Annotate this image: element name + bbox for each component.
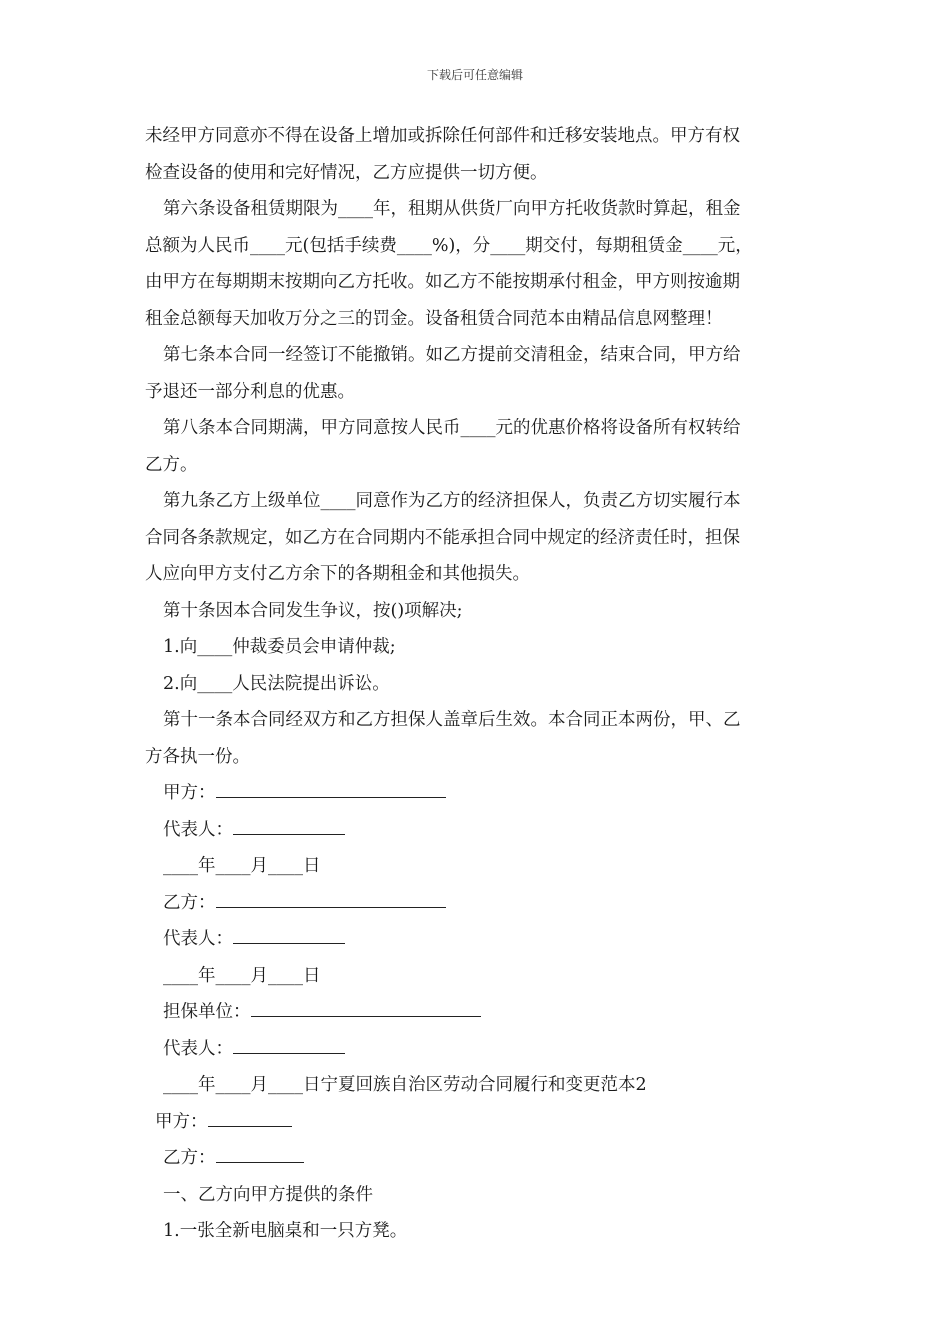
text-line: 由甲方在每期期末按期向乙方托收。如乙方不能按期承付租金，甲方则按逾期	[145, 272, 740, 292]
article-6: 第六条设备租赁期限为____年，租期从供货厂向甲方托收货款时算起，租金	[163, 199, 741, 219]
party-a-blank	[208, 1110, 292, 1127]
guarantor-label: 担保单位：	[163, 1002, 251, 1022]
list-item: 1.一张全新电脑桌和一只方凳。	[163, 1221, 408, 1241]
representative-blank	[233, 1037, 345, 1054]
representative-label: 代表人：	[163, 819, 233, 840]
text-line: 总额为人民币____元(包括手续费____%)，分____期交付，每期租赁金____元，	[145, 235, 753, 256]
text-line: 人应向甲方支付乙方余下的各期租金和其他损失。	[145, 564, 530, 584]
guarantor-blank	[251, 1000, 481, 1017]
party-b-blank	[216, 1146, 304, 1163]
option-2: 2.向____人民法院提出诉讼。	[163, 673, 390, 694]
party-b-signature	[145, 885, 810, 922]
text-line: 未经甲方同意亦不得在设备上增加或拆除任何部件和迁移安装地点。甲方有权	[145, 126, 740, 146]
representative-blank	[233, 818, 345, 835]
text-line: 合同各条款规定，如乙方在合同期内不能承担合同中规定的经济责任时，担保	[145, 527, 740, 548]
date-line: ____年____月____日	[163, 965, 321, 986]
representative-signature	[145, 812, 810, 849]
representative-blank	[233, 927, 345, 944]
party-a-line	[145, 1104, 810, 1141]
article-11: 第十一条本合同经双方和乙方担保人盖章后生效。本合同正本两份，甲、乙	[163, 710, 741, 730]
article-7: 第七条本合同一经签订不能撤销。如乙方提前交清租金，结束合同，甲方给	[163, 345, 741, 365]
representative-label: 代表人：	[163, 929, 233, 949]
party-b-blank	[216, 891, 446, 908]
party-a-label: 甲方：	[163, 783, 216, 803]
page-header: 下载后可任意编辑	[426, 68, 523, 82]
date-and-title-line: ____年____月____日宁夏回族自治区劳动合同履行和变更范本2	[163, 1075, 647, 1095]
section-heading: 一、乙方向甲方提供的条件	[163, 1184, 373, 1205]
text-line: 乙方。	[145, 454, 198, 475]
article-9: 第九条乙方上级单位____同意作为乙方的经济担保人，负责乙方切实履行本	[163, 491, 741, 511]
party-b-label: 乙方：	[163, 892, 216, 913]
text-line: 予退还一部分利息的优惠。	[145, 381, 355, 402]
representative-label: 代表人：	[163, 1038, 233, 1059]
text-line: 检查设备的使用和完好情况，乙方应提供一切方便。	[145, 162, 548, 183]
date-line: ____年____月____日	[163, 856, 321, 876]
article-10: 第十条因本合同发生争议，按()项解决;	[163, 600, 463, 621]
party-b-label: 乙方：	[163, 1148, 216, 1168]
guarantor-signature	[145, 994, 810, 1031]
representative-signature	[145, 921, 810, 958]
representative-signature	[145, 1031, 810, 1068]
option-1: 1.向____仲裁委员会申请仲裁;	[163, 637, 396, 657]
party-a-label: 甲方：	[155, 1111, 208, 1132]
party-a-blank	[216, 781, 446, 798]
article-8: 第八条本合同期满，甲方同意按人民币____元的优惠价格将设备所有权转给	[163, 418, 741, 438]
party-a-signature	[145, 775, 810, 812]
party-b-line	[145, 1140, 810, 1177]
contract-body	[145, 118, 810, 1250]
text-line: 租金总额每天加收万分之三的罚金。设备租赁合同范本由精品信息网整理！	[145, 308, 723, 329]
text-line: 方各执一份。	[145, 746, 250, 767]
